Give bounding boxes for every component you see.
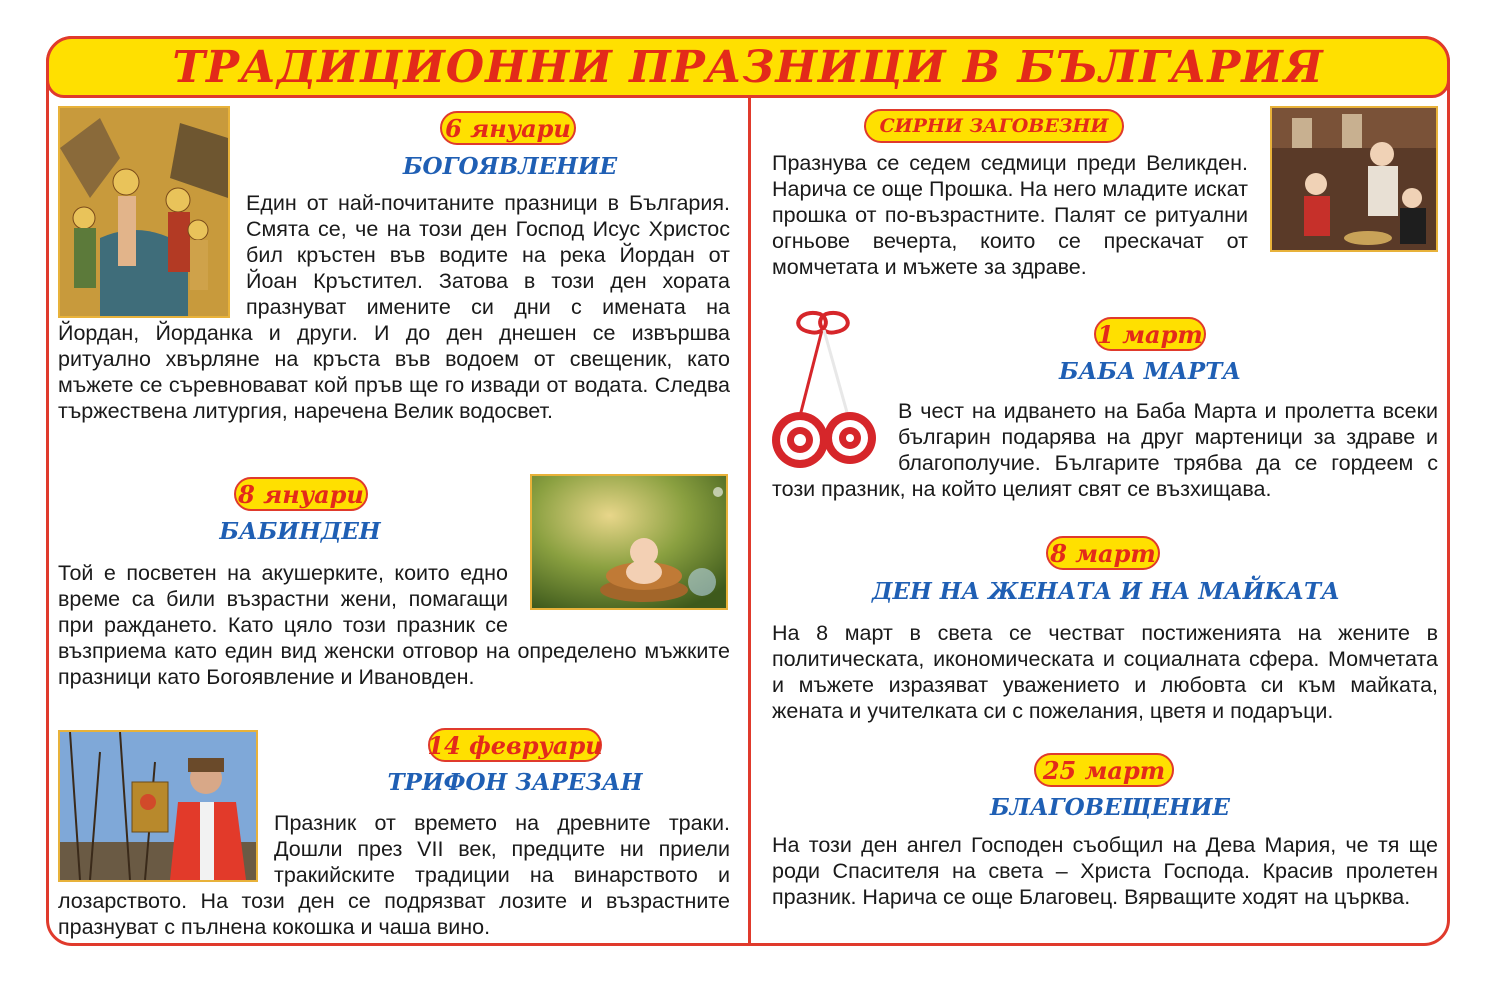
text-baba-marta: В чест на идването на Баба Марта и пролетта всеки българин подарява на друг мартеници за здраве и благополучие. Българите трябва да се гордеем с този празник, на който целият свят се възхищава. <box>772 399 1438 501</box>
heading-blagoveshtenie: БЛАГОВЕЩЕНИЕ <box>990 794 1230 821</box>
heading-babinden: БАБИНДЕН <box>219 518 381 545</box>
date-badge-25-march: 25 март <box>1034 753 1174 787</box>
text-babinden: Той е посветен на акушерките, които едно време са били възрастни жени, помагащи при раждането. Като цяло този празник се възприема като един вид женски отговор на определено мъжките празници като Богоявление и Ивановден. <box>58 561 730 689</box>
title-banner <box>46 36 1450 98</box>
date-badge-1-march: 1 март <box>1094 317 1206 351</box>
text-bogoyavlenie-1: Един от най-почитаните празници в България. Смята се, че на този ден Господ Исус Христос бил кръстен във водите на река Йордан от Йоан Кръстител. Затова в този ден хората празнуват имените си дни с имената на Йордан, Йорданка и други. И до ден днешен се извършва ритуално хвърляне на кръста във водоем от свещеник, като мъжете се съревновават кой пръв ще го извади от водата. Следва тържествена литургия, наречена Велик водосвет. <box>58 191 730 423</box>
column-divider <box>748 98 751 944</box>
date-badge-sirni-zagovezni: СИРНИ ЗАГОВЕЗНИ <box>864 109 1124 143</box>
heading-trifon-zarezan: ТРИФОН ЗАРЕЗАН <box>387 769 643 796</box>
date-badge-6-january: 6 януари <box>440 111 576 145</box>
text-den-na-zhenata: На 8 март в света се честват постиженията на жените в политическата, икономическата и социалната сфера. Момчетата и мъжете изразяват уважението и любовта си към майката, жената и учителката си с пожелания, цветя и подаръци. <box>772 621 1438 723</box>
date-badge-8-january: 8 януари <box>234 477 368 511</box>
text-sirni-zagovezni: Празнува се седем седмици преди Великден. Нарича се още Прошка. На него младите искат прошка от по-възрастните. Палят се ритуални огньове вечерта, които се прескачат от момчетата и мъжете за здраве. <box>772 151 1248 279</box>
page-title: ТРАДИЦИОННИ ПРАЗНИЦИ В БЪЛГАРИЯ <box>172 41 1324 93</box>
heading-bogoyavlenie: БОГОЯВЛЕНИЕ <box>402 153 618 180</box>
text-trifon-zarezan: Празник от времето на древните траки. Дошли през VII век, предците ни приели тракийските традиции на винарството и лозарството. На този ден се подрязват лозите и възрастните празнуват с пълнена кокошка и чаша вино. <box>58 811 730 939</box>
text-blagoveshtenie: На този ден ангел Господен съобщил на Дева Мария, че тя ще роди Спасителя на света – Христа Господа. Красив пролетен празник. Нарича се още Благовец. Вярващите ходят на църква. <box>772 833 1438 909</box>
date-badge-14-february: 14 февруари <box>428 728 602 762</box>
date-badge-8-march: 8 март <box>1046 536 1160 570</box>
heading-baba-marta: БАБА МАРТА <box>1058 358 1242 385</box>
heading-den-na-zhenata: ДЕН НА ЖЕНАТА И НА МАЙКАТА <box>872 578 1340 605</box>
